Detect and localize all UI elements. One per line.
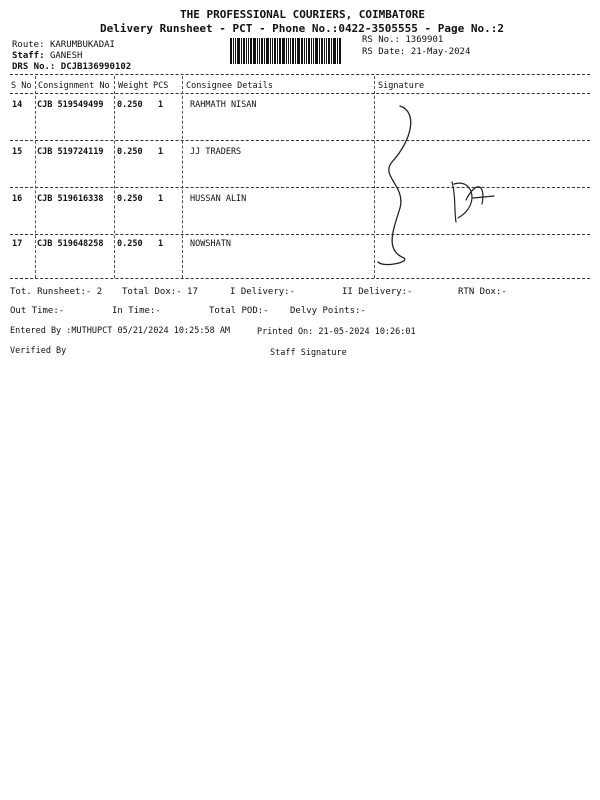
staff-label: Staff:	[12, 51, 45, 61]
rs-date-value: 21-May-2024	[410, 47, 471, 57]
row-consignment: CJB 519648258	[37, 239, 104, 249]
delvy-points: Delvy Points:-	[290, 306, 366, 316]
row-pcs: 1	[158, 194, 164, 204]
row-sno: 14	[12, 100, 23, 110]
col-header-signature: Signature	[378, 81, 425, 91]
col-divider-3	[182, 76, 183, 278]
row-consignment: CJB 519724119	[37, 147, 104, 157]
row-sno: 16	[12, 194, 23, 204]
row-consignment: CJB 519549499	[37, 100, 104, 110]
verified-by: Verified By	[10, 346, 67, 356]
rs-date-line	[362, 47, 470, 57]
printed-on: Printed On: 21-05-2024 10:26:01	[257, 327, 416, 337]
row-consignee: HUSSAN ALIN	[190, 194, 247, 204]
rs-no-label: RS No.:	[362, 35, 400, 45]
in-time: In Time:-	[112, 306, 161, 316]
total-dox: Total Dox:- 17	[122, 287, 198, 297]
row-pcs: 1	[158, 100, 164, 110]
out-time: Out Time:-	[10, 306, 65, 316]
route-label: Route:	[12, 40, 45, 50]
staff-line	[12, 51, 82, 61]
row-pcs: 1	[158, 239, 164, 249]
handwritten-signature	[370, 100, 530, 275]
col-header-consignment: Consignment No	[38, 81, 110, 91]
table-bottom-rule	[10, 278, 590, 279]
col-header-weight: Weight	[118, 81, 149, 91]
drs-label: DRS No.:	[12, 62, 56, 72]
table-top-rule	[10, 74, 590, 75]
barcode	[230, 38, 356, 64]
rs-no-line	[362, 35, 443, 45]
row-weight: 0.250	[117, 147, 143, 157]
row-consignee: JJ TRADERS	[190, 147, 242, 157]
rtn-dox: RTN Dox:-	[458, 287, 507, 297]
company-name: THE PROFESSIONAL COURIERS, COIMBATORE	[180, 8, 426, 21]
header-bottom-rule	[10, 93, 590, 94]
row-sno: 17	[12, 239, 23, 249]
row-sno: 15	[12, 147, 23, 157]
row-weight: 0.250	[117, 239, 143, 249]
row-consignment: CJB 519616338	[37, 194, 104, 204]
staff-signature-label: Staff Signature	[270, 348, 347, 358]
row-pcs: 1	[158, 147, 164, 157]
ii-delivery: II Delivery:-	[342, 287, 413, 297]
route-line	[12, 40, 115, 50]
i-delivery: I Delivery:-	[230, 287, 296, 297]
staff-value: GANESH	[49, 51, 83, 61]
row-weight: 0.250	[117, 100, 143, 110]
drs-line	[12, 62, 131, 72]
col-header-consignee: Consignee Details	[186, 81, 273, 91]
route-value: KARUMBUKADAI	[49, 40, 115, 50]
total-pod: Total POD:-	[209, 306, 269, 316]
runsheet-subtitle: Delivery Runsheet - PCT - Phone No.:0422-3505555 - Page No.:2	[100, 22, 504, 35]
col-divider-1	[35, 76, 36, 278]
col-divider-2	[114, 76, 115, 278]
row-weight: 0.250	[117, 194, 143, 204]
row-consignee: NOWSHATN	[190, 239, 231, 249]
row-consignee: RAHMATH NISAN	[190, 100, 257, 110]
col-header-sno: S No	[11, 81, 32, 91]
tot-runsheet: Tot. Runsheet:- 2	[10, 287, 103, 297]
entered-by: Entered By :MUTHUPCT 05/21/2024 10:25:58 AM	[10, 326, 231, 336]
col-header-pcs: PCS	[153, 81, 169, 91]
drs-value: DCJB136990102	[60, 62, 132, 72]
rs-no-value: 1369901	[405, 35, 444, 45]
rs-date-label: RS Date:	[362, 47, 406, 57]
